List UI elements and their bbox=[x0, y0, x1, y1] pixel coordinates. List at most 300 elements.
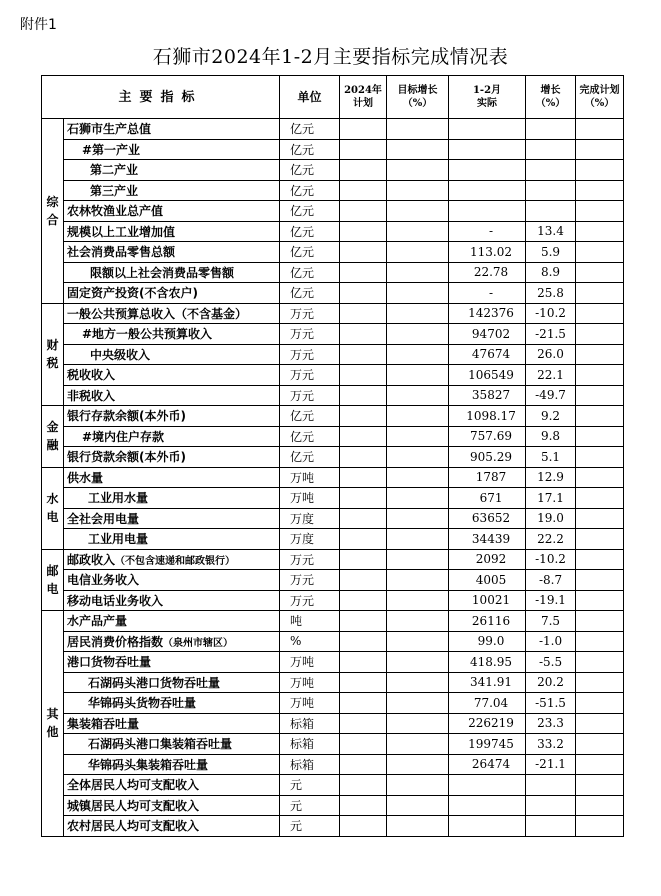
indicator-name-text: 全社会用电量 bbox=[67, 511, 140, 526]
group-label-char: 综 bbox=[46, 194, 59, 209]
indicator-name-text: 工业用电量 bbox=[88, 532, 149, 547]
actual-cell bbox=[449, 795, 526, 816]
indicator-name bbox=[64, 713, 280, 734]
group-label bbox=[42, 611, 64, 837]
unit-cell: 亿元 bbox=[280, 139, 340, 160]
table-row bbox=[42, 119, 624, 140]
indicator-name bbox=[64, 447, 280, 468]
unit-cell: 万度 bbox=[280, 529, 340, 550]
growth-cell: 22.2 bbox=[526, 529, 576, 550]
plan-cell bbox=[340, 221, 387, 242]
target-growth-cell bbox=[387, 426, 449, 447]
page-title: 石狮市2024年1-2月主要指标完成情况表 bbox=[152, 46, 509, 68]
group-label-char: 邮 bbox=[46, 563, 59, 578]
completion-cell bbox=[576, 816, 624, 837]
table-row bbox=[42, 631, 624, 652]
indicator-name-text: 工业用水量 bbox=[88, 491, 149, 506]
actual-cell: 77.04 bbox=[449, 693, 526, 714]
target-growth-cell bbox=[387, 119, 449, 140]
growth-cell: 22.1 bbox=[526, 365, 576, 386]
growth-cell: 26.0 bbox=[526, 344, 576, 365]
unit-cell: 万吨 bbox=[280, 467, 340, 488]
unit-cell: 亿元 bbox=[280, 283, 340, 304]
growth-cell: 9.2 bbox=[526, 406, 576, 427]
completion-cell bbox=[576, 447, 624, 468]
target-growth-cell bbox=[387, 488, 449, 509]
group-label bbox=[42, 406, 64, 468]
indicator-name-text: 城镇居民人均可支配收入 bbox=[67, 798, 200, 813]
indicator-table bbox=[41, 75, 624, 837]
completion-cell bbox=[576, 283, 624, 304]
target-growth-cell bbox=[387, 508, 449, 529]
target-growth-cell bbox=[387, 262, 449, 283]
table-row bbox=[42, 734, 624, 755]
plan-cell bbox=[340, 672, 387, 693]
target-growth-cell bbox=[387, 754, 449, 775]
indicator-name-text: 规模以上工业增加值 bbox=[67, 224, 176, 239]
table-row bbox=[42, 262, 624, 283]
unit-cell: 标箱 bbox=[280, 734, 340, 755]
indicator-name bbox=[64, 365, 280, 386]
actual-cell: 26116 bbox=[449, 611, 526, 632]
growth-cell: -5.5 bbox=[526, 652, 576, 673]
indicator-name-text: 居民消费价格指数 bbox=[67, 634, 164, 649]
header-unit: 单位 bbox=[280, 76, 340, 119]
indicator-name-text: 石湖码头港口集装箱吞吐量 bbox=[88, 737, 233, 752]
header-actual-line2: 实际 bbox=[477, 98, 498, 109]
header-growth-line1: 增长 bbox=[540, 85, 561, 96]
growth-cell: -19.1 bbox=[526, 590, 576, 611]
completion-cell bbox=[576, 467, 624, 488]
table-row bbox=[42, 242, 624, 263]
target-growth-cell bbox=[387, 406, 449, 427]
indicator-name-text: 石湖码头港口货物吞吐量 bbox=[88, 675, 221, 690]
indicator-name bbox=[64, 283, 280, 304]
actual-cell: 10021 bbox=[449, 590, 526, 611]
indicator-name-text: 一般公共预算总收入（不含基金） bbox=[67, 306, 248, 321]
target-growth-cell bbox=[387, 590, 449, 611]
group-label bbox=[42, 467, 64, 549]
actual-cell: 35827 bbox=[449, 385, 526, 406]
unit-cell: 万元 bbox=[280, 344, 340, 365]
completion-cell bbox=[576, 611, 624, 632]
unit-cell: 万吨 bbox=[280, 693, 340, 714]
target-growth-cell bbox=[387, 139, 449, 160]
completion-cell bbox=[576, 529, 624, 550]
completion-cell bbox=[576, 754, 624, 775]
completion-cell bbox=[576, 570, 624, 591]
header-row bbox=[42, 76, 624, 119]
actual-cell: - bbox=[449, 283, 526, 304]
target-growth-cell bbox=[387, 365, 449, 386]
indicator-name bbox=[64, 631, 280, 652]
plan-cell bbox=[340, 242, 387, 263]
growth-cell bbox=[526, 795, 576, 816]
completion-cell bbox=[576, 693, 624, 714]
actual-cell: 26474 bbox=[449, 754, 526, 775]
indicator-name bbox=[64, 324, 280, 345]
growth-cell: -21.1 bbox=[526, 754, 576, 775]
target-growth-cell bbox=[387, 529, 449, 550]
indicator-name-text: 税收收入 bbox=[67, 368, 116, 383]
target-growth-cell bbox=[387, 693, 449, 714]
header-growth bbox=[526, 76, 576, 119]
indicator-name-text: #境内住户存款 bbox=[82, 429, 165, 444]
target-growth-cell bbox=[387, 631, 449, 652]
indicator-name-text: 石狮市生产总值 bbox=[67, 122, 152, 137]
indicator-name bbox=[64, 385, 280, 406]
table-row bbox=[42, 180, 624, 201]
indicator-name-text: 邮政收入 bbox=[67, 552, 116, 567]
table-row bbox=[42, 447, 624, 468]
target-growth-cell bbox=[387, 734, 449, 755]
header-growth-line2: （%） bbox=[535, 98, 566, 109]
indicator-name-text: 银行贷款余额(本外币) bbox=[67, 450, 186, 465]
completion-cell bbox=[576, 344, 624, 365]
actual-cell: 1787 bbox=[449, 467, 526, 488]
indicator-name-text: 全体居民人均可支配收入 bbox=[67, 778, 200, 793]
unit-cell: % bbox=[280, 631, 340, 652]
plan-cell bbox=[340, 570, 387, 591]
actual-cell: 905.29 bbox=[449, 447, 526, 468]
indicator-name bbox=[64, 672, 280, 693]
plan-cell bbox=[340, 139, 387, 160]
header-target-growth bbox=[387, 76, 449, 119]
table-row bbox=[42, 816, 624, 837]
target-growth-cell bbox=[387, 221, 449, 242]
completion-cell bbox=[576, 262, 624, 283]
unit-cell: 万元 bbox=[280, 570, 340, 591]
completion-cell bbox=[576, 549, 624, 570]
indicator-name bbox=[64, 201, 280, 222]
actual-cell: 671 bbox=[449, 488, 526, 509]
growth-cell: -49.7 bbox=[526, 385, 576, 406]
actual-cell bbox=[449, 180, 526, 201]
indicator-name bbox=[64, 529, 280, 550]
unit-cell: 亿元 bbox=[280, 201, 340, 222]
indicator-name-text: #第一产业 bbox=[82, 142, 141, 157]
plan-cell bbox=[340, 201, 387, 222]
indicator-name-text: 非税收入 bbox=[67, 388, 116, 403]
table-row bbox=[42, 549, 624, 570]
growth-cell: 33.2 bbox=[526, 734, 576, 755]
table-row bbox=[42, 754, 624, 775]
unit-cell: 亿元 bbox=[280, 119, 340, 140]
completion-cell bbox=[576, 488, 624, 509]
indicator-name bbox=[64, 180, 280, 201]
completion-cell bbox=[576, 426, 624, 447]
completion-cell bbox=[576, 201, 624, 222]
growth-cell: 17.1 bbox=[526, 488, 576, 509]
indicator-name-text: 中央级收入 bbox=[90, 347, 151, 362]
indicator-name bbox=[64, 119, 280, 140]
unit-cell: 亿元 bbox=[280, 262, 340, 283]
indicator-name-text: 集装箱吞吐量 bbox=[67, 716, 140, 731]
target-growth-cell bbox=[387, 385, 449, 406]
completion-cell bbox=[576, 119, 624, 140]
indicator-name-text: 港口货物吞吐量 bbox=[67, 655, 152, 670]
growth-cell: 8.9 bbox=[526, 262, 576, 283]
table-row bbox=[42, 139, 624, 160]
actual-cell: 113.02 bbox=[449, 242, 526, 263]
plan-cell bbox=[340, 754, 387, 775]
indicator-name-text: 农村居民人均可支配收入 bbox=[67, 819, 200, 834]
unit-cell: 吨 bbox=[280, 611, 340, 632]
growth-cell bbox=[526, 775, 576, 796]
actual-cell: 1098.17 bbox=[449, 406, 526, 427]
plan-cell bbox=[340, 160, 387, 181]
group-label bbox=[42, 119, 64, 304]
completion-cell bbox=[576, 713, 624, 734]
header-indicator: 主要指标 bbox=[42, 76, 280, 119]
header-plan-completion bbox=[576, 76, 624, 119]
table-row bbox=[42, 426, 624, 447]
indicator-name bbox=[64, 754, 280, 775]
plan-cell bbox=[340, 631, 387, 652]
group-label-char: 电 bbox=[46, 581, 59, 596]
indicator-name-text: 电信业务收入 bbox=[67, 573, 140, 588]
target-growth-cell bbox=[387, 283, 449, 304]
table-row bbox=[42, 775, 624, 796]
target-growth-cell bbox=[387, 795, 449, 816]
actual-cell bbox=[449, 201, 526, 222]
indicator-name-text: 农林牧渔业总产值 bbox=[67, 204, 164, 219]
plan-cell bbox=[340, 590, 387, 611]
indicator-note: （不包含速递和邮政银行） bbox=[115, 555, 236, 567]
actual-cell: 142376 bbox=[449, 303, 526, 324]
group-label-char: 税 bbox=[46, 356, 59, 371]
table-row bbox=[42, 652, 624, 673]
table-row bbox=[42, 221, 624, 242]
target-growth-cell bbox=[387, 180, 449, 201]
actual-cell: 34439 bbox=[449, 529, 526, 550]
table-row bbox=[42, 201, 624, 222]
plan-cell bbox=[340, 365, 387, 386]
actual-cell bbox=[449, 816, 526, 837]
indicator-name-text: 水产品产量 bbox=[67, 614, 128, 629]
plan-cell bbox=[340, 795, 387, 816]
table-row bbox=[42, 283, 624, 304]
table-row bbox=[42, 508, 624, 529]
plan-cell bbox=[340, 549, 387, 570]
target-growth-cell bbox=[387, 672, 449, 693]
table-row bbox=[42, 693, 624, 714]
target-growth-cell bbox=[387, 242, 449, 263]
unit-cell: 亿元 bbox=[280, 160, 340, 181]
completion-cell bbox=[576, 406, 624, 427]
growth-cell: -8.7 bbox=[526, 570, 576, 591]
indicator-name bbox=[64, 426, 280, 447]
indicator-name bbox=[64, 221, 280, 242]
plan-cell bbox=[340, 488, 387, 509]
growth-cell: 13.4 bbox=[526, 221, 576, 242]
completion-cell bbox=[576, 324, 624, 345]
table-row bbox=[42, 713, 624, 734]
group-label bbox=[42, 303, 64, 406]
unit-cell: 万元 bbox=[280, 590, 340, 611]
growth-cell: 20.2 bbox=[526, 672, 576, 693]
growth-cell: -51.5 bbox=[526, 693, 576, 714]
indicator-name-text: 固定资产投资(不含农户) bbox=[67, 286, 198, 301]
actual-cell bbox=[449, 119, 526, 140]
target-growth-cell bbox=[387, 160, 449, 181]
unit-cell: 万元 bbox=[280, 303, 340, 324]
unit-cell: 亿元 bbox=[280, 242, 340, 263]
growth-cell: -10.2 bbox=[526, 303, 576, 324]
table-row bbox=[42, 529, 624, 550]
unit-cell: 元 bbox=[280, 775, 340, 796]
unit-cell: 万元 bbox=[280, 385, 340, 406]
growth-cell bbox=[526, 139, 576, 160]
plan-cell bbox=[340, 303, 387, 324]
actual-cell: 22.78 bbox=[449, 262, 526, 283]
target-growth-cell bbox=[387, 775, 449, 796]
plan-cell bbox=[340, 529, 387, 550]
plan-cell bbox=[340, 611, 387, 632]
actual-cell: - bbox=[449, 221, 526, 242]
plan-cell bbox=[340, 775, 387, 796]
header-plan-completion-line2: （%） bbox=[584, 98, 615, 109]
plan-cell bbox=[340, 180, 387, 201]
indicator-name bbox=[64, 303, 280, 324]
indicator-name bbox=[64, 139, 280, 160]
unit-cell: 亿元 bbox=[280, 180, 340, 201]
growth-cell bbox=[526, 180, 576, 201]
growth-cell: 5.9 bbox=[526, 242, 576, 263]
indicator-name-text: 第三产业 bbox=[90, 183, 139, 198]
table-row bbox=[42, 160, 624, 181]
group-label-char: 金 bbox=[46, 420, 59, 435]
completion-cell bbox=[576, 590, 624, 611]
growth-cell bbox=[526, 201, 576, 222]
growth-cell bbox=[526, 160, 576, 181]
completion-cell bbox=[576, 242, 624, 263]
plan-cell bbox=[340, 447, 387, 468]
target-growth-cell bbox=[387, 201, 449, 222]
completion-cell bbox=[576, 139, 624, 160]
indicator-name-text: #地方一般公共预算收入 bbox=[82, 327, 213, 342]
indicator-name-text: 银行存款余额(本外币) bbox=[67, 409, 186, 424]
completion-cell bbox=[576, 365, 624, 386]
indicator-name bbox=[64, 693, 280, 714]
table-row bbox=[42, 406, 624, 427]
growth-cell: 7.5 bbox=[526, 611, 576, 632]
table-row bbox=[42, 488, 624, 509]
indicator-name bbox=[64, 590, 280, 611]
unit-cell: 元 bbox=[280, 795, 340, 816]
completion-cell bbox=[576, 160, 624, 181]
group-label-char: 融 bbox=[46, 438, 59, 453]
unit-cell: 亿元 bbox=[280, 447, 340, 468]
growth-cell: -21.5 bbox=[526, 324, 576, 345]
indicator-name bbox=[64, 344, 280, 365]
growth-cell: 19.0 bbox=[526, 508, 576, 529]
plan-cell bbox=[340, 508, 387, 529]
table-row bbox=[42, 344, 624, 365]
header-target-growth-line1: 目标增长 bbox=[397, 85, 438, 96]
unit-cell: 标箱 bbox=[280, 713, 340, 734]
plan-cell bbox=[340, 713, 387, 734]
plan-cell bbox=[340, 467, 387, 488]
target-growth-cell bbox=[387, 713, 449, 734]
completion-cell bbox=[576, 221, 624, 242]
completion-cell bbox=[576, 303, 624, 324]
actual-cell bbox=[449, 775, 526, 796]
unit-cell: 标箱 bbox=[280, 754, 340, 775]
target-growth-cell bbox=[387, 611, 449, 632]
indicator-name-text: 供水量 bbox=[67, 470, 104, 485]
unit-cell: 万吨 bbox=[280, 672, 340, 693]
header-actual bbox=[449, 76, 526, 119]
target-growth-cell bbox=[387, 344, 449, 365]
header-plan-2024 bbox=[340, 76, 387, 119]
target-growth-cell bbox=[387, 324, 449, 345]
growth-cell: 25.8 bbox=[526, 283, 576, 304]
header-actual-line1: 1-2月 bbox=[472, 85, 502, 96]
attachment-label: 附件1 bbox=[20, 17, 57, 33]
target-growth-cell bbox=[387, 467, 449, 488]
growth-cell: -1.0 bbox=[526, 631, 576, 652]
growth-cell bbox=[526, 816, 576, 837]
indicator-name bbox=[64, 816, 280, 837]
table-row bbox=[42, 467, 624, 488]
actual-cell: 106549 bbox=[449, 365, 526, 386]
plan-cell bbox=[340, 344, 387, 365]
indicator-name bbox=[64, 242, 280, 263]
indicator-name bbox=[64, 795, 280, 816]
table-row bbox=[42, 795, 624, 816]
target-growth-cell bbox=[387, 816, 449, 837]
plan-cell bbox=[340, 734, 387, 755]
header-plan-completion-line1: 完成计划 bbox=[579, 85, 620, 96]
unit-cell: 元 bbox=[280, 816, 340, 837]
growth-cell: 9.8 bbox=[526, 426, 576, 447]
target-growth-cell bbox=[387, 652, 449, 673]
group-label-char: 水 bbox=[46, 492, 59, 506]
group-label bbox=[42, 549, 64, 611]
actual-cell: 99.0 bbox=[449, 631, 526, 652]
completion-cell bbox=[576, 385, 624, 406]
table-row bbox=[42, 324, 624, 345]
actual-cell: 47674 bbox=[449, 344, 526, 365]
unit-cell: 万度 bbox=[280, 508, 340, 529]
target-growth-cell bbox=[387, 549, 449, 570]
target-growth-cell bbox=[387, 303, 449, 324]
indicator-note: （泉州市辖区） bbox=[163, 637, 234, 649]
table-body bbox=[42, 119, 624, 837]
completion-cell bbox=[576, 652, 624, 673]
actual-cell: 341.91 bbox=[449, 672, 526, 693]
completion-cell bbox=[576, 795, 624, 816]
plan-cell bbox=[340, 652, 387, 673]
unit-cell: 亿元 bbox=[280, 221, 340, 242]
indicator-name-text: 第二产业 bbox=[90, 163, 139, 178]
completion-cell bbox=[576, 631, 624, 652]
completion-cell bbox=[576, 508, 624, 529]
plan-cell bbox=[340, 262, 387, 283]
group-label-char: 合 bbox=[46, 212, 59, 227]
indicator-name bbox=[64, 734, 280, 755]
actual-cell: 4005 bbox=[449, 570, 526, 591]
indicator-name bbox=[64, 508, 280, 529]
indicator-name bbox=[64, 467, 280, 488]
indicator-name bbox=[64, 652, 280, 673]
unit-cell: 亿元 bbox=[280, 406, 340, 427]
group-label-char: 电 bbox=[46, 510, 59, 524]
header-plan-2024-line2: 计划 bbox=[353, 98, 374, 109]
target-growth-cell bbox=[387, 447, 449, 468]
table-row bbox=[42, 611, 624, 632]
